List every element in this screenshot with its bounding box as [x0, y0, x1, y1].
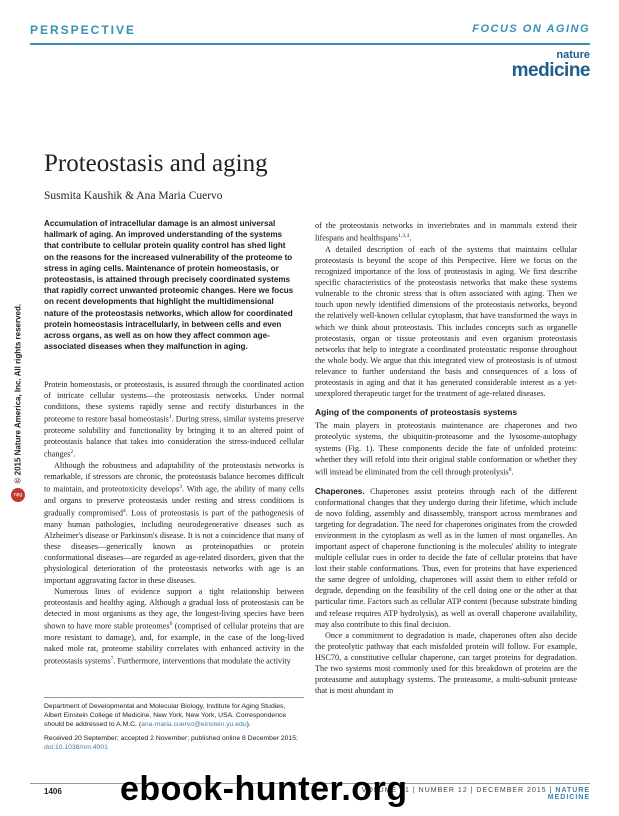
focus-label: FOCUS ON AGING	[472, 23, 590, 35]
paragraph: of the proteostasis networks in invertebrates and in mammals extend their lifespans and healthspans$^{1,3,4}$.	[315, 221, 577, 243]
paragraph: Chaperones. Chaperones assist proteins through each of the different conformational changes that they undergo during their lifetime, which include de novo folding, assembly and disassembly, transport across membranes and targeting for degradation. The need for chaperones originates from the crowded environment in the cytoplasm as well as in the lumen of most organelles. An important aspect of chaperone functioning is the molecules' ability to integrate multiple cellular cues in order to decide the fate of cellular proteins that have lost their stable conformations. Thus, even for proteins that have experienced the same degree of unfolding, chaperones will assist them to either refold or degrade, depending on the feasibility of the cell doing one or the other at that particular time. Factors such as cellular ATP content (because substrate binding and release requires ATP hydrolysis), as well as overall chaperone availability, may also contribute to this final decision.	[315, 486, 577, 629]
section-heading: Aging of the components of proteostasis systems	[315, 407, 518, 418]
paragraph: Once a commitment to degradation is made, chaperones often also decide the proteolytic pathway that each misfolded protein will follow. For example, HSC70, a constitutive cellular chaperone, can target proteins for degradation. The two systems most commonly used for this breakdown of proteins are the proteasome and autophagy systems. The proteasome, a multi-subunit protease that is most abundant in	[315, 630, 577, 696]
section-label: PERSPECTIVE	[30, 23, 137, 37]
received-line: Received 20 September; accepted 2 November; published online 8 December 2015; doi:10.1038/nm.4001	[44, 735, 298, 751]
page-number: 1406	[44, 787, 62, 796]
npg-badge: npg	[11, 488, 25, 502]
header-bar	[30, 23, 590, 41]
paragraph: A detailed description of each of the systems that maintains cellular proteostasis is beyond the scope of this Perspective. Here we focus on the recognized importance of the loss of proteostasis in aging. We first describe specific characteristics of the proteostasis networks that make these systems vulnerable to the chronic stress that is often associated with aging. Then we touch upon newly identified dimensions of the proteostasis networks, beyond the relatively well-known cellular cytoplasm, that have transformed the ways in which we think about proteostasis. This includes concepts such as organelle proteostasis, organ or tissue proteostasis and even organism proteostasis networks that help to integrate a coordinated proteostatic response throughout the whole body. We argue that this integrated view of proteostasis is of utmost relevance to further understand the basis and consequences of a loss of proteostasis in aging and that it has generated considerable interest as a yet-unexplored therapeutic target for the treatment of age-related diseases.	[315, 244, 577, 399]
journal-logo	[512, 50, 590, 81]
left-column	[44, 379, 304, 667]
copyright-text: © 2015 Nature America, Inc. All rights reserved.	[13, 303, 23, 484]
paragraph: Although the robustness and adaptability of the proteostasis networks is remarkable, if stressors are chronic, the proteostasis balance becomes difficult to maintain, and proteotoxicity develops$^3$. With age, the ability of many cells and organs to preserve proteostasis under resting and stress conditions is gradually compromised$^4$. Loss of proteostasis is part of the pathogenesis of many human pathologies, including neurodegenerative diseases such as Alzheimer's disease or Parkinson's disease. It is not a coincidence that many of these diseases—generically known as proteinopathies or protein conformational diseases—are regarded as age-related disorders, given that the physiological deterioration of the proteostasis networks with age is an important aggravating factor in these diseases.	[44, 461, 305, 585]
side-copyright	[12, 245, 24, 485]
header-rule	[30, 43, 590, 45]
right-column	[315, 220, 577, 696]
paragraph: Numerous lines of evidence support a tight relationship between proteostasis and healthy aging. Although a gradual loss of proteostasis can be detected in most organisms as they age, the longest-living species have been shown to have more stable proteomes$^6$ (comprised of cellular proteins that are more resistant to damage), and, for example, in the case of the long-lived naked mole rat, proteome stability correlates with enhanced activity in the proteostasis systems$^7$. Furthermore, interventions that modulate the activity	[44, 586, 304, 666]
paragraph: The main players in proteostasis maintenance are chaperones and two proteolytic systems, the ubiquitin-proteasome and the lysosome-autophagy systems (Fig. 1). These components decide the fate of unfolded proteins: whether they will refold into their original stable conformation or whether they will instead be eliminated from the cell through proteolysis$^8$.	[315, 421, 577, 477]
affiliation-block	[44, 702, 304, 752]
doi-link[interactable]: doi:10.1038/nm.4001	[44, 744, 108, 751]
journal-line: VOLUME 21 | NUMBER 12 | DECEMBER 2015 | NATURE MEDICINE	[361, 787, 590, 801]
affiliation-rule	[44, 697, 304, 698]
paragraph: Protein homeostasis, or proteostasis, is assured through the coordinated action of intricate cellular systems—the proteostasis networks. Under normal conditions, these systems rapidly sense and rectify disturbances in the proteome to restore basal homeostasis$^1$. During stress, similar systems preserve proteome solubility and functionality by bringing it to an altered point of proteostasis balance that takes into consideration the stress-induced cellular changes$^2$.	[44, 380, 304, 460]
journal-name: NATURE MEDICINE	[547, 787, 590, 801]
email-link[interactable]: ana-maria.cuervo@einstein.yu.edu	[141, 721, 247, 728]
watermark: ebook-hunter.org	[120, 770, 408, 808]
abstract: Accumulation of intracellular damage is an almost universal hallmark of aging. An improved understanding of the systems that contribute to cellular protein quality control has shed light on the reasons for the increased vulnerability of the proteome to stress in aging cells. Maintenance of protein homeostasis, or proteostasis, is attained through precisely coordinated systems that rapidly correct unwanted proteomic changes. Here we focus on recent developments that highlight the multidimensional nature of the proteostasis networks, which allow for coordinated protein homeostasis intracellularly, in between cells and even across organs, as well as on how they affect common age-associated diseases when they malfunction in aging.	[44, 219, 294, 352]
chaperones-label: Chaperones.	[315, 486, 365, 496]
logo-bottom: medicine	[511, 60, 590, 81]
affiliation: Department of Developmental and Molecular Biology, Institute for Aging Studies, Albert Einstein College of Medicine, New York, New York, USA. Correspondence should be addressed to A.M.C. (ana-maria.cuervo@einstein.yu.edu).	[44, 703, 287, 728]
logo-top: nature	[556, 49, 590, 61]
article-authors: Susmita Kaushik & Ana Maria Cuervo	[44, 190, 223, 202]
article-title: Proteostasis and aging	[44, 150, 268, 177]
